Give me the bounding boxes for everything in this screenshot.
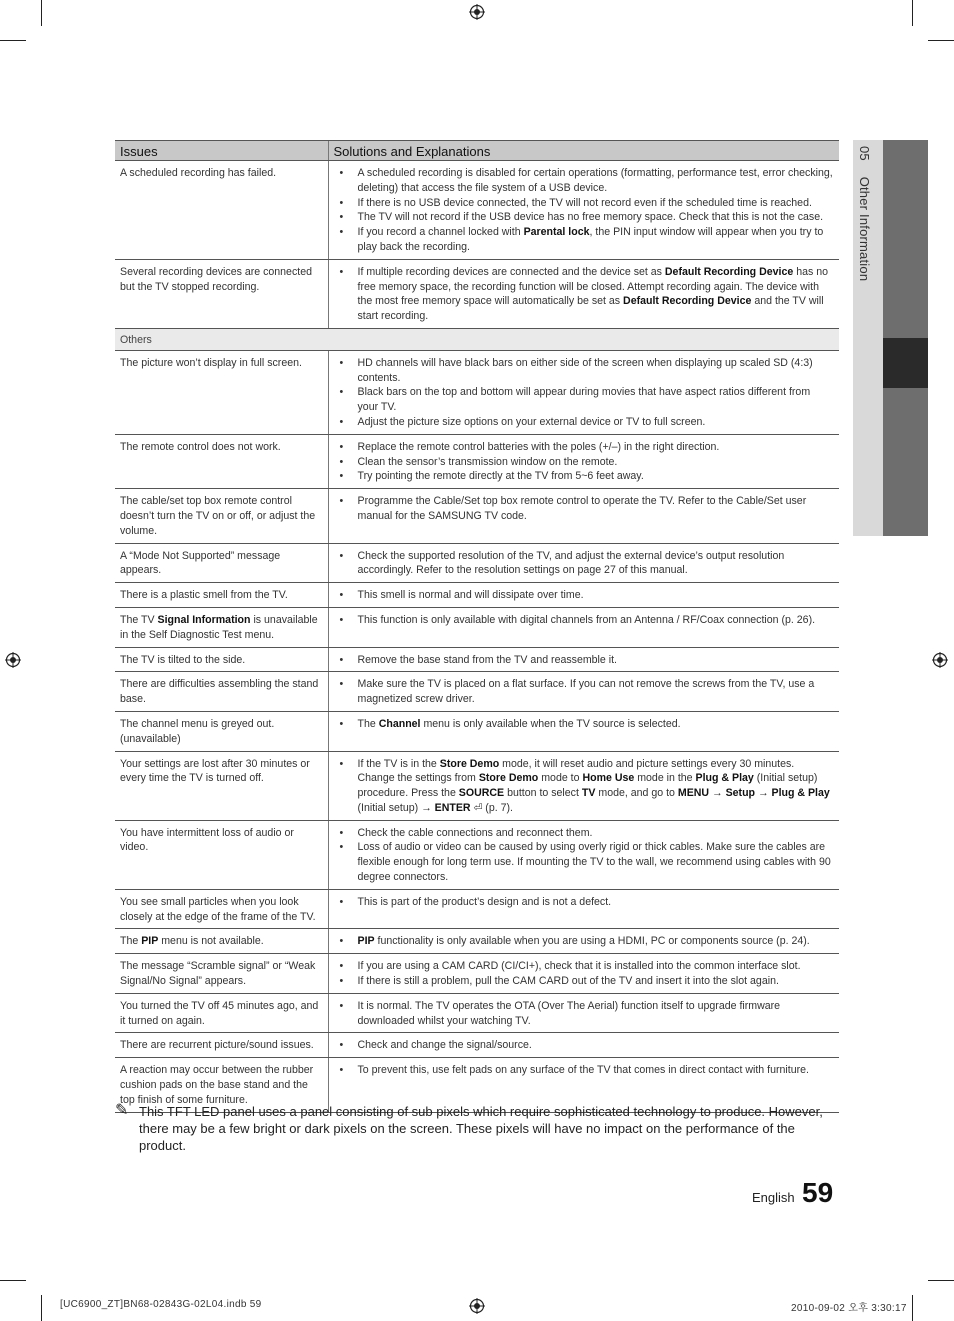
crop-mark: [0, 40, 26, 41]
list-item: • Check the supported resolution of the TV, and adjust the external device’s output resolution accordingly. Refer to the resolution settings on page 27 of this manual.: [337, 549, 834, 579]
solution-cell: [328, 954, 839, 994]
list-item: • This smell is normal and will dissipate over time.: [337, 588, 834, 603]
issue-cell: A scheduled recording has failed.: [115, 161, 328, 260]
issue-cell: The TV Signal Information is unavailable in the Self Diagnostic Test menu.: [115, 607, 328, 647]
list-item: • Remove the base stand from the TV and reassemble it.: [337, 653, 834, 668]
troubleshooting-table: [115, 140, 839, 1113]
issue-cell: You turned the TV off 45 minutes ago, and it turned on again.: [115, 993, 328, 1033]
solution-cell: [328, 889, 839, 929]
list-item: • If the TV is in the Store Demo mode, it will reset audio and picture settings every 30 minutes. Change the settings from Store Demo mode to Home Use mode in the Plug & Play (Initial setup) procedure. Press the SOURCE button to select TV mode, and go to MENU → Setup → Plug & Play (Initial setup) → ENTER ⏎ (p. 7).: [337, 757, 834, 816]
list-item: • Replace the remote control batteries with the poles (+/–) in the right direction.: [337, 440, 834, 455]
registration-mark-icon: [469, 4, 485, 20]
table-row: [115, 350, 839, 434]
table-row: [115, 751, 839, 820]
solution-list: [337, 613, 834, 628]
solution-list: [337, 934, 834, 949]
list-item: • HD channels will have black bars on either side of the screen when displaying up scaled SD (4:3) contents.: [337, 356, 834, 386]
registration-mark-icon: [469, 1298, 485, 1314]
table-row: [115, 647, 839, 672]
solution-list: [337, 356, 834, 430]
solution-cell: [328, 711, 839, 751]
list-item: • If you are using a CAM CARD (CI/CI+), check that it is installed into the common interface slot.: [337, 959, 834, 974]
solution-list: [337, 588, 834, 603]
list-item: • It is normal. The TV operates the OTA (Over The Aerial) function itself to upgrade firmware downloaded whilst your watching TV.: [337, 999, 834, 1029]
solution-list: [337, 549, 834, 579]
solution-list: [337, 440, 834, 484]
solution-list: [337, 1063, 834, 1078]
solution-list: [337, 653, 834, 668]
issue-cell: A reaction may occur between the rubber cushion pads on the base stand and the top finish of some furniture.: [115, 1058, 328, 1112]
solution-cell: [328, 1033, 839, 1058]
chapter-label: [857, 146, 872, 281]
print-info-file: [UC6900_ZT]BN68-02843G-02L04.indb 59: [60, 1299, 262, 1310]
side-tab-chapter-marker: [883, 338, 928, 388]
solution-list: [337, 959, 834, 989]
table-row: [115, 820, 839, 889]
issue-cell: A “Mode Not Supported” message appears.: [115, 543, 328, 583]
table-row: [115, 434, 839, 488]
crop-mark: [41, 1295, 42, 1321]
list-item: • Loss of audio or video can be caused by using overly rigid or thick cables. Make sure the cables are flexible enough for long term use. If mounting the TV to the wall, we recommend using cables with 90 degree connectors.: [337, 840, 834, 884]
registration-mark-icon: [5, 652, 21, 668]
list-item: • Clean the sensor’s transmission window on the remote.: [337, 455, 834, 470]
list-item: • If there is still a problem, pull the CAM CARD out of the TV and insert it into the slot again.: [337, 974, 834, 989]
table-body: [115, 161, 839, 1113]
solution-list: [337, 826, 834, 885]
issue-cell: The TV is tilted to the side.: [115, 647, 328, 672]
list-item: • To prevent this, use felt pads on any surface of the TV that comes in direct contact with furniture.: [337, 1063, 834, 1078]
list-item: • Make sure the TV is placed on a flat surface. If you can not remove the screws from the TV, use a magnetized screw driver.: [337, 677, 834, 707]
solution-cell: [328, 583, 839, 608]
crop-mark: [912, 0, 913, 26]
solution-cell: [328, 672, 839, 712]
section-title: Others: [115, 328, 839, 350]
crop-mark: [928, 1280, 954, 1281]
table-row: [115, 161, 839, 260]
list-item: • Adjust the picture size options on your external device or TV to full screen.: [337, 415, 834, 430]
chapter-number: 05: [857, 146, 872, 161]
pencil-note-icon: ✎: [115, 1102, 129, 1119]
issue-cell: You see small particles when you look closely at the edge of the frame of the TV.: [115, 889, 328, 929]
solution-cell: [328, 161, 839, 260]
solution-cell: [328, 929, 839, 954]
issue-cell: The remote control does not work.: [115, 434, 328, 488]
solution-cell: [328, 607, 839, 647]
column-header-solutions: Solutions and Explanations: [328, 141, 839, 161]
table-row: [115, 993, 839, 1033]
list-item: • If you record a channel locked with Parental lock, the PIN input window will appear when you try to play back the recording.: [337, 225, 834, 255]
page-language: English: [752, 1190, 795, 1205]
solution-cell: [328, 993, 839, 1033]
list-item: • PIP functionality is only available when you are using a HDMI, PC or components source (p. 24).: [337, 934, 834, 949]
list-item: • Programme the Cable/Set top box remote control to operate the TV. Refer to the Cable/Set user manual for the SAMSUNG TV code.: [337, 494, 834, 524]
list-item: • Black bars on the top and bottom will appear during movies that have aspect ratios different from your TV.: [337, 385, 834, 415]
solution-list: [337, 1038, 834, 1053]
issue-cell: There is a plastic smell from the TV.: [115, 583, 328, 608]
chapter-title: Other Information: [857, 176, 872, 282]
table-row: [115, 929, 839, 954]
crop-mark: [41, 0, 42, 26]
table-header-row: [115, 141, 839, 161]
issue-cell: The PIP menu is not available.: [115, 929, 328, 954]
table-row: [115, 711, 839, 751]
table-row: [115, 889, 839, 929]
page-number: 59: [802, 1177, 834, 1208]
note-block: [115, 1103, 839, 1154]
print-info-date: 2010-09-02 오후 3:30:17: [791, 1303, 907, 1314]
solution-cell: [328, 489, 839, 543]
list-item: • Try pointing the remote directly at the TV from 5~6 feet away.: [337, 469, 834, 484]
note-text: This TFT LED panel uses a panel consisting of sub pixels which require sophisticated technology to produce. However, there may be a few bright or dark pixels on the screen. These pixels will have no impact on the performance of the product.: [139, 1104, 823, 1153]
solution-list: [337, 265, 834, 324]
solution-cell: [328, 543, 839, 583]
registration-mark-icon: [932, 652, 948, 668]
solution-cell: [328, 434, 839, 488]
crop-mark: [928, 40, 954, 41]
issue-cell: The cable/set top box remote control doesn’t turn the TV on or off, or adjust the volume.: [115, 489, 328, 543]
table-row: [115, 672, 839, 712]
table-row: [115, 489, 839, 543]
list-item: • This is part of the product’s design and is not a defect.: [337, 895, 834, 910]
solution-list: [337, 895, 834, 910]
list-item: • If there is no USB device connected, the TV will not record even if the scheduled time is reached.: [337, 196, 834, 211]
solution-cell: [328, 350, 839, 434]
column-header-issues: Issues: [115, 141, 328, 161]
list-item: • The TV will not record if the USB device has no free memory space. Check that this is not the case.: [337, 210, 834, 225]
solution-cell: [328, 647, 839, 672]
solution-list: [337, 166, 834, 255]
issue-cell: There are recurrent picture/sound issues.: [115, 1033, 328, 1058]
issue-cell: There are difficulties assembling the stand base.: [115, 672, 328, 712]
list-item: • Check the cable connections and reconnect them.: [337, 826, 834, 841]
solution-list: [337, 494, 834, 524]
issue-cell: The message “Scramble signal” or “Weak Signal/No Signal” appears.: [115, 954, 328, 994]
solution-cell: [328, 259, 839, 328]
solution-cell: [328, 751, 839, 820]
solution-list: [337, 717, 834, 732]
solution-list: [337, 677, 834, 707]
issue-cell: Your settings are lost after 30 minutes or every time the TV is turned off.: [115, 751, 328, 820]
table-row: [115, 1033, 839, 1058]
issue-cell: Several recording devices are connected but the TV stopped recording.: [115, 259, 328, 328]
crop-mark: [0, 1280, 26, 1281]
issue-cell: You have intermittent loss of audio or video.: [115, 820, 328, 889]
table-section-row: [115, 328, 839, 350]
list-item: • The Channel menu is only available when the TV source is selected.: [337, 717, 834, 732]
list-item: • If multiple recording devices are connected and the device set as Default Recording Device has no free memory space, the recording function will be closed. Attempt recording again. The device with the most free memory space will automatically be set as Default Recording Device and the TV will start recording.: [337, 265, 834, 324]
table-row: [115, 259, 839, 328]
issue-cell: The picture won’t display in full screen.: [115, 350, 328, 434]
table-row: [115, 607, 839, 647]
list-item: • A scheduled recording is disabled for certain operations (formatting, performance test, error checking, deleting) that access the file system of a USB device.: [337, 166, 834, 196]
list-item: • Check and change the signal/source.: [337, 1038, 834, 1053]
table-row: [115, 583, 839, 608]
solution-list: [337, 757, 834, 816]
solution-list: [337, 999, 834, 1029]
list-item: • This function is only available with digital channels from an Antenna / RF/Coax connection (p. 26).: [337, 613, 834, 628]
issue-cell: The channel menu is greyed out. (unavailable): [115, 711, 328, 751]
table-row: [115, 543, 839, 583]
crop-mark: [912, 1295, 913, 1321]
table-row: [115, 954, 839, 994]
solution-cell: [328, 820, 839, 889]
